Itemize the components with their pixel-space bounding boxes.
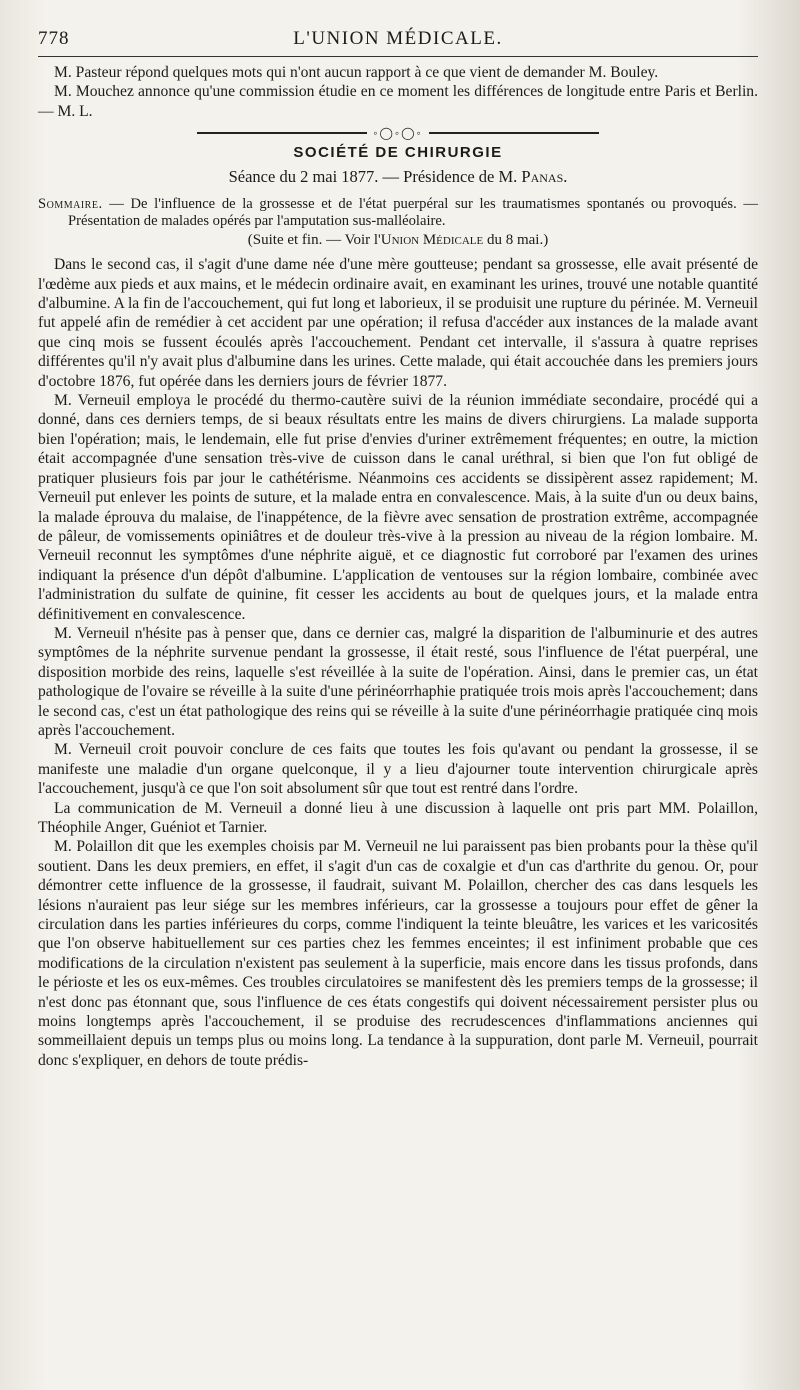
- session-line: [38, 167, 758, 187]
- continuation-prefix: (Suite et fin. — Voir l': [247, 232, 381, 249]
- body-paragraph: M. Verneuil croit pouvoir conclure de ces faits que toutes les fois qu'avant ou pendant la grossesse, il se manifeste une maladie d'un organe quelconque, il y a lieu d'ajourner toute intervention chirurgicale après l'accouchement, jusqu'à ce que l'on soit absolument sûr que tout est rentré dans l'ordre.: [38, 741, 758, 798]
- session-date: Séance du 2 mai 1877. — Présidence de M.: [228, 167, 518, 187]
- continuation-suffix: du 8 mai.): [483, 232, 549, 249]
- continuation-journal: Union Médicale: [380, 232, 484, 249]
- continuation-note: [38, 232, 758, 249]
- divider-rule-right: [429, 132, 599, 134]
- body-paragraph: M. Polaillon dit que les exemples choisis par M. Verneuil ne lui paraissent pas bien probants pour la thèse qu'il soutient. Dans les deux premiers, en effet, il s'agit d'un cas de coxalgie et d'un cas d'arthrite du genou. Or, pour démontrer cette influence de la grossesse, il faudrait, suivant M. Polaillon, chercher des cas dans lesquels les lésions n'auraient pas leur siége sur les membres inférieurs, car la grossesse a toujours pour effet de gêner la circulation dans les parties inférieures du corps, comme l'indiquent la teinte bleuâtre, les varices et les varicosités que l'on observe habituellement sur ces parties chez les femmes enceintes; il est infiniment probable que ces modifications de la circulation n'existent pas seulement à la superficie, mais encore dans les tissus profonds, dans le périoste et les os eux-mêmes. Ces troubles circulatoires se manifestent dès les premiers temps de la grossesse; il n'est donc pas étonnant que, sous l'influence de ces états congestifs qui doivent nécessairement persister plus ou moins longtemps après l'accouchement, il se produise des recrudescences d'inflammations anciennes qui sommeillaient depuis un temps plus ou moins long. La tendance à la suppuration, dont parle M. Verneuil, pourrait donc s'expliquer, en dehors de toute prédis-: [38, 838, 758, 1069]
- summary-text: — De l'influence de la grossesse et de l'état puerpéral sur les traumatismes spontanés ou provoqués. — Présentation de malades opérés par l'amputation sus-malléolaire.: [68, 196, 758, 230]
- divider-ornament: ◦◯◦◯◦: [373, 125, 423, 140]
- page-number: 778: [38, 28, 70, 49]
- section-divider: [38, 126, 758, 140]
- summary: [38, 196, 758, 230]
- summary-label: Sommaire.: [38, 196, 103, 213]
- section-title: SOCIÉTÉ DE CHIRURGIE: [293, 144, 503, 162]
- body-paragraph: M. Verneuil n'hésite pas à penser que, dans ce dernier cas, malgré la disparition de l'albuminurie et des autres symptômes de la néphrite survenue pendant la grossesse, il était resté, sous l'influence de l'état puerpéral, une disposition morbide des reins, laquelle s'est réveillée à la suite de l'opération. Ainsi, dans le premier cas, un état pathologique de l'ovaire se réveille à la suite d'une périnéorrhaphie pratiquée trois mois après l'accouchement; dans le second cas, c'est un état pathologique des reins qui se réveille à la suite d'une périnéorrhagie pratiquée cinq mois après l'accouchement.: [38, 624, 758, 739]
- running-header: [38, 22, 758, 57]
- body-paragraph: M. Verneuil employa le procédé du thermo-cautère suivi de la réunion immédiate secondaire, procédé qui a donné, dans ces derniers temps, de si beaux résultats entre les mains de divers chirurgiens. La malade supporta bien l'opération; mais, le lendemain, elle fut prise d'envies d'uriner extrêmement fréquentes; en outre, la miction était accompagnée d'une sensation très-vive de cuisson dans le canal uréthral, si bien que l'on fut obligé de pratiquer plusieurs fois par jour le cathétérisme. Néanmoins ces accidents se dissipèrent assez rapidement; M. Verneuil put enlever les points de suture, et la malade entra en convalescence. Mais, à la suite d'un ou deux bains, la malade éprouva du malaise, de l'inappétence, de la fièvre avec sensation de prostration extrême, accompagnée de pâleur, de vomissements opiniâtres et de douleur très-vive à la pression au niveau de la région lombaire. M. Verneuil reconnut les symptômes d'une néphrite aiguë, et ce diagnostic fut corroboré par l'examen des urines indiquant la présence d'un dépôt d'albumine. L'application de ventouses sur la région lombaire, combinée avec l'administration du sulfate de quinine, fit cesser les accidents au bout de quelques jours, et la malade entra définitivement en convalescence.: [38, 392, 758, 623]
- divider-rule-left: [197, 132, 367, 134]
- journal-title: L'UNION MÉDICALE.: [293, 28, 503, 49]
- session-president: Panas.: [521, 167, 568, 187]
- intro-paragraph-mouchez: M. Mouchez annonce qu'une commission étudie en ce moment les différences de longitude entre Paris et Berlin. — M. L.: [38, 83, 758, 120]
- body-paragraph: La communication de M. Verneuil a donné lieu à une discussion à laquelle ont pris part MM. Polaillon, Théophile Anger, Guéniot et Tarnier.: [38, 799, 758, 836]
- intro-paragraph-pasteur: M. Pasteur répond quelques mots qui n'ont aucun rapport à ce que vient de demander M. Bouley.: [54, 64, 659, 81]
- body-paragraph: Dans le second cas, il s'agit d'une dame née d'une mère goutteuse; pendant sa grossesse, elle avait présenté de l'œdème aux pieds et aux mains, et le médecin ordinaire avait, en examinant les urines, trouvé une notable quantité d'albumine. A la fin de l'accouchement, qui fut long et laborieux, il se produisit une rupture du périnée. M. Verneuil fut appelé afin de remédier à cet accident par une opération; il refusa d'accéder aux instances de la malade avant que cinq mois se fussent écoulés après l'accouchement. Pendant cet intervalle, il s'assura à quatre reprises différentes qu'il n'y avait plus d'albumine dans les urines. Cette malade, qui était accouchée dans les premiers jours d'octobre 1876, fut opérée dans les derniers jours de février 1877.: [38, 256, 758, 390]
